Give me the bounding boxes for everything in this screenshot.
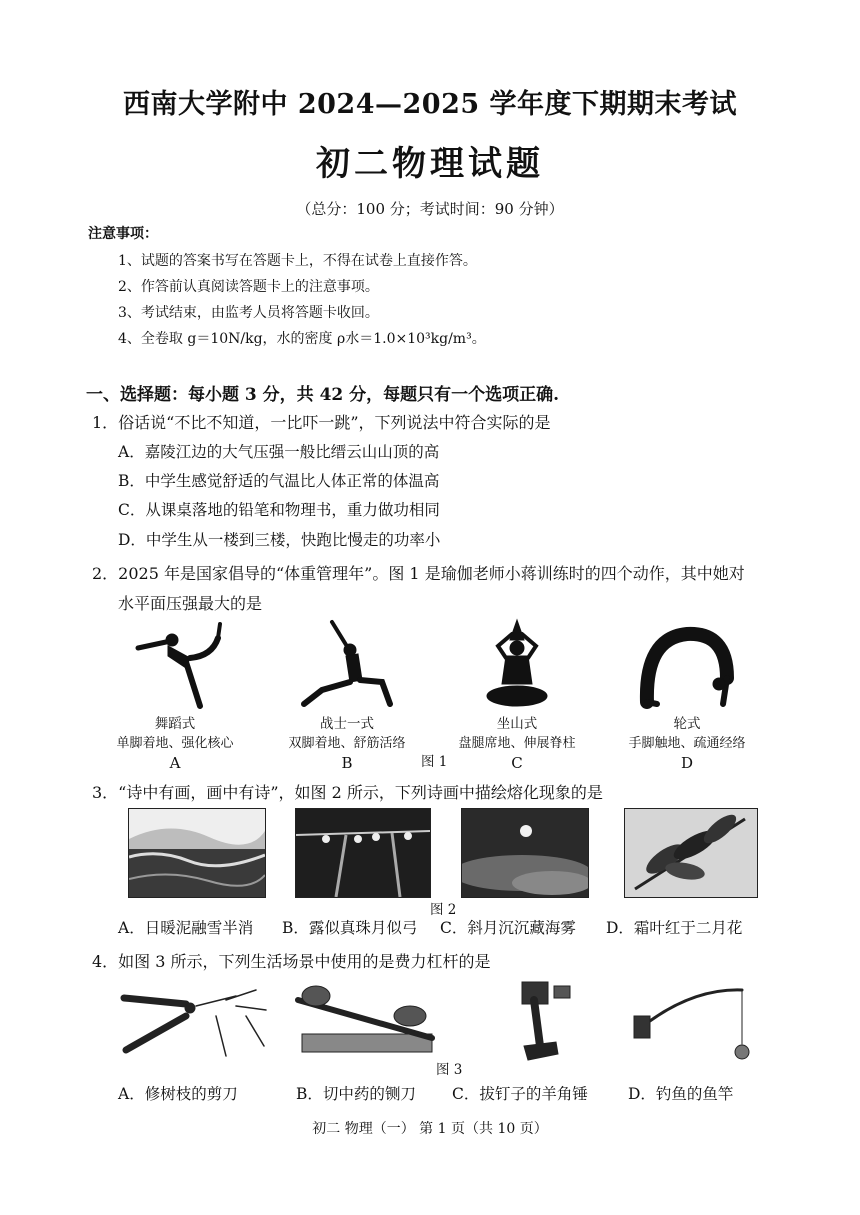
claw-hammer-image [494, 976, 594, 1066]
pose-c-desc: 盘腿席地、伸展脊柱 [458, 736, 576, 751]
pose-a-letter: A [169, 754, 181, 772]
question-1-option-a: A．嘉陵江边的大气压强一般比缙云山山顶的高 [118, 443, 440, 461]
note-item: 2、作答前认真阅读答题卡上的注意事项。 [118, 279, 379, 295]
exam-title: 西南大学附中 2024—2025 学年度下期期末考试 [122, 89, 738, 120]
figure-3-label: 图 3 [436, 1062, 463, 1078]
question-3-option-a: A．日暖泥融雪半消 [118, 919, 254, 937]
question-3-option-d: D．霜叶红于二月花 [606, 919, 743, 937]
herb-cutter-image [292, 980, 442, 1066]
page-footer: 初二 物理（一） 第 1 页（共 10 页） [312, 1121, 548, 1137]
question-4-option-d: D．钓鱼的鱼竿 [628, 1085, 734, 1103]
dew-photo [295, 808, 431, 898]
frost-leaves-photo [624, 808, 758, 898]
pose-a-name: 舞蹈式 [154, 716, 196, 732]
pose-c-letter: C [511, 754, 523, 772]
note-item: 3、考试结束，由监考人员将答题卡收回。 [118, 305, 379, 321]
question-3-option-c: C．斜月沉沉藏海雾 [440, 919, 576, 937]
pose-d [622, 618, 752, 772]
question-4-stem: 4．如图 3 所示，下列生活场景中使用的是费力杠杆的是 [92, 952, 491, 971]
moon-fog-photo [461, 808, 589, 898]
pose-a-desc: 单脚着地、强化核心 [116, 736, 234, 751]
pose-d-letter: D [680, 754, 694, 772]
pose-d-name: 轮式 [673, 716, 701, 732]
seated-mountain-pose-icon [462, 618, 572, 710]
snow-melt-photo [128, 808, 266, 898]
question-4-option-c: C．拔钉子的羊角锤 [452, 1085, 588, 1103]
question-1-option-d: D．中学生从一楼到三楼，快跑比慢走的功率小 [118, 531, 441, 549]
pose-b-desc: 双脚着地、舒筋活络 [288, 736, 406, 751]
pose-a [110, 618, 240, 772]
pose-c [452, 618, 582, 772]
pose-b-letter: B [341, 754, 353, 772]
note-item: 1、试题的答案书写在答题卡上，不得在试卷上直接作答。 [118, 253, 477, 269]
warrior-pose-icon [292, 618, 402, 710]
question-3-stem: 3．“诗中有画，画中有诗”，如图 2 所示，下列诗画中描绘熔化现象的是 [92, 783, 603, 802]
figure-1-label: 图 1 [421, 754, 448, 770]
exam-meta: （总分：100 分；考试时间：90 分钟） [296, 200, 564, 218]
pruning-shears-image [116, 986, 272, 1062]
notes-heading: 注意事项： [88, 226, 158, 242]
pose-b-name: 战士一式 [320, 716, 374, 732]
question-2-stem-line1: 2．2025 年是国家倡导的“体重管理年”。图 1 是瑜伽老师小蒋训练时的四个动作，其中她对 [92, 564, 745, 583]
question-4-option-a: A．修树枝的剪刀 [118, 1085, 238, 1103]
pose-d-desc: 手脚触地、疏通经络 [628, 736, 746, 751]
question-1-stem: 1．俗话说“不比不知道，一比吓一跳”，下列说法中符合实际的是 [92, 413, 551, 432]
note-item: 4、全卷取 g＝10N/kg，水的密度 ρ水＝1.0×10³kg/m³。 [118, 331, 486, 347]
question-4-option-b: B．切中药的铡刀 [296, 1085, 416, 1103]
pose-b [282, 618, 412, 772]
fishing-rod-image [630, 980, 756, 1066]
question-2-stem-line2: 水平面压强最大的是 [118, 594, 263, 613]
question-1-option-b: B．中学生感觉舒适的气温比人体正常的体温高 [118, 472, 440, 490]
pose-c-name: 坐山式 [496, 716, 538, 732]
dancer-pose-icon [120, 618, 230, 710]
wheel-pose-icon [627, 618, 747, 710]
exam-subtitle: 初二物理试题 [316, 144, 544, 184]
figure-2-label: 图 2 [430, 902, 457, 918]
question-3-option-b: B．露似真珠月似弓 [282, 919, 418, 937]
section-heading: 一、选择题：每小题 3 分，共 42 分，每题只有一个选项正确. [86, 385, 560, 405]
question-1-option-c: C．从课桌落地的铅笔和物理书，重力做功相同 [118, 501, 440, 519]
